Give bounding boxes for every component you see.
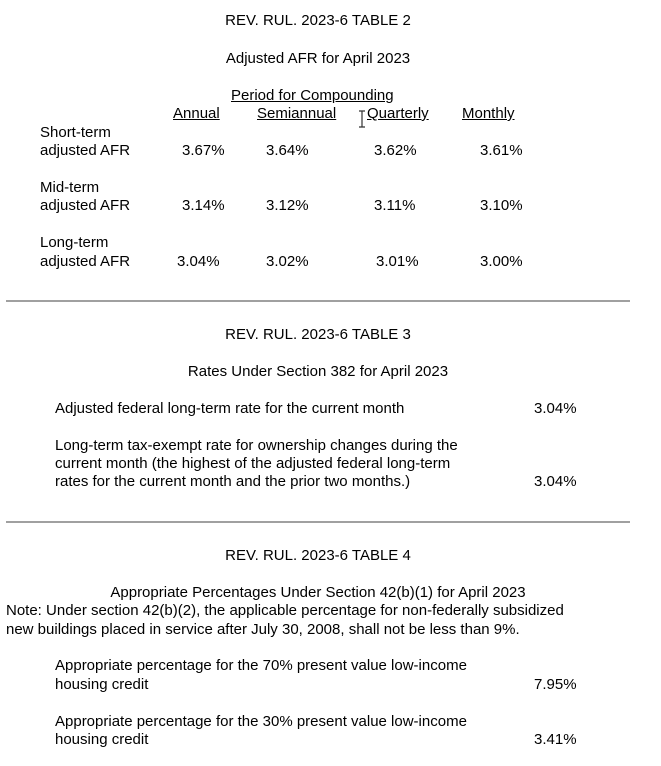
rate-value: 3.11% [374, 197, 416, 214]
table2-subtitle: Adjusted AFR for April 2023 [225, 50, 411, 67]
table2-title: REV. RUL. 2023-6 TABLE 2 [225, 12, 411, 29]
table3-subtitle: Rates Under Section 382 for April 2023 [187, 363, 449, 380]
item-value: 7.95% [534, 676, 577, 693]
table4-note: new buildings placed in service after July 30, 2008, shall not be less than 9%. [6, 621, 520, 638]
rate-value: 3.64% [266, 142, 309, 159]
rate-value: 3.00% [480, 253, 523, 270]
table4-note: Note: Under section 42(b)(2), the applicable percentage for non-federally subsidized [6, 602, 564, 619]
row-label-line2: adjusted AFR [40, 253, 131, 270]
rate-value: 3.04% [177, 253, 220, 270]
item-text: current month (the highest of the adjusted federal long-term [55, 455, 451, 472]
item-text: housing credit [55, 676, 149, 693]
table3-title: REV. RUL. 2023-6 TABLE 3 [225, 326, 411, 343]
column-header-quarterly: Quarterly [367, 105, 429, 122]
item-text: Appropriate percentage for the 30% present value low-income [55, 713, 467, 730]
rate-value: 3.12% [266, 197, 309, 214]
item-value: 3.41% [534, 731, 577, 748]
item-text: rates for the current month and the prior two months.) [55, 473, 411, 490]
rate-value: 3.10% [480, 197, 523, 214]
item-text: housing credit [55, 731, 149, 748]
column-header-semiannual: Semiannual [257, 105, 337, 122]
table4-subtitle: Appropriate Percentages Under Section 42(b)(1) for April 2023 [110, 584, 526, 601]
rate-value: 3.62% [374, 142, 417, 159]
period-for-compounding-heading: Period for Compounding [231, 87, 394, 104]
rate-value: 3.67% [182, 142, 225, 159]
item-text: Adjusted federal long-term rate for the current month [55, 400, 405, 417]
table4-title: REV. RUL. 2023-6 TABLE 4 [225, 547, 411, 564]
item-text: Appropriate percentage for the 70% present value low-income [55, 657, 467, 674]
row-label-line1: Mid-term [40, 179, 100, 196]
column-header-annual: Annual [173, 105, 220, 122]
rate-value: 3.01% [376, 253, 419, 270]
section-divider [6, 521, 630, 523]
item-value: 3.04% [534, 400, 577, 417]
section-divider [6, 300, 630, 302]
rate-value: 3.61% [480, 142, 523, 159]
row-label-line1: Short-term [40, 124, 111, 141]
row-label-line2: adjusted AFR [40, 197, 131, 214]
row-label-line1: Long-term [40, 234, 109, 251]
item-value: 3.04% [534, 473, 577, 490]
row-label-line2: adjusted AFR [40, 142, 131, 159]
item-text: Long-term tax-exempt rate for ownership changes during the [55, 437, 458, 454]
text-cursor-icon [357, 110, 367, 128]
column-header-monthly: Monthly [462, 105, 515, 122]
rate-value: 3.02% [266, 253, 309, 270]
rate-value: 3.14% [182, 197, 225, 214]
